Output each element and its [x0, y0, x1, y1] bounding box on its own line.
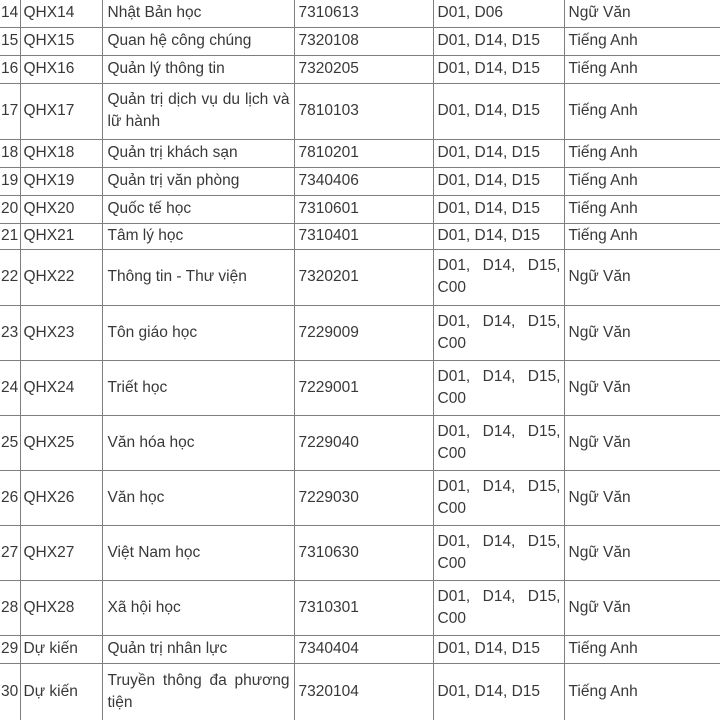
cell-subject: Tiếng Anh — [564, 195, 720, 223]
cell-major-code: 7310401 — [294, 223, 433, 249]
cell-code: QHX26 — [20, 470, 102, 525]
cell-code: QHX23 — [20, 305, 102, 360]
cell-major-code: 7229009 — [294, 305, 433, 360]
cell-combinations: D01, D14, D15 — [433, 195, 564, 223]
cell-major-code: 7320108 — [294, 27, 433, 55]
cell-subject: Tiếng Anh — [564, 223, 720, 249]
cell-name: Xã hội học — [102, 580, 294, 635]
cell-code: Dự kiến — [20, 635, 102, 663]
cell-no: 20 — [0, 195, 20, 223]
cell-combinations: D01, D14, D15 — [433, 139, 564, 167]
cell-major-code: 7810103 — [294, 83, 433, 139]
cell-subject: Tiếng Anh — [564, 635, 720, 663]
cell-code: QHX14 — [20, 0, 102, 27]
cell-name: Quản trị nhân lực — [102, 635, 294, 663]
cell-major-code: 7320104 — [294, 663, 433, 720]
cell-no: 17 — [0, 83, 20, 139]
cell-major-code: 7340404 — [294, 635, 433, 663]
cell-code: QHX20 — [20, 195, 102, 223]
cell-combinations: D01, D14, D15 — [433, 27, 564, 55]
cell-major-code: 7340406 — [294, 167, 433, 195]
cell-name: Văn hóa học — [102, 415, 294, 470]
table-row — [0, 139, 720, 167]
cell-combinations: D01, D14, D15, C00 — [433, 249, 564, 305]
cell-code: QHX21 — [20, 223, 102, 249]
cell-major-code: 7810201 — [294, 139, 433, 167]
cell-major-code: 7310630 — [294, 525, 433, 580]
table-row — [0, 663, 720, 720]
cell-major-code: 7320205 — [294, 55, 433, 83]
cell-code: QHX16 — [20, 55, 102, 83]
cell-code: QHX27 — [20, 525, 102, 580]
cell-no: 24 — [0, 360, 20, 415]
cell-no: 30 — [0, 663, 20, 720]
cell-subject: Tiếng Anh — [564, 663, 720, 720]
cell-no: 14 — [0, 0, 20, 27]
cell-combinations: D01, D14, D15 — [433, 635, 564, 663]
cell-name: Truyền thông đa phương tiện — [102, 663, 294, 720]
cell-subject: Ngữ Văn — [564, 360, 720, 415]
table-row — [0, 580, 720, 635]
table-row — [0, 83, 720, 139]
cell-subject: Tiếng Anh — [564, 83, 720, 139]
cell-combinations: D01, D14, D15 — [433, 83, 564, 139]
cell-combinations: D01, D14, D15, C00 — [433, 415, 564, 470]
cell-name: Quản lý thông tin — [102, 55, 294, 83]
table-row — [0, 55, 720, 83]
cell-name: Tâm lý học — [102, 223, 294, 249]
cell-subject: Ngữ Văn — [564, 470, 720, 525]
cell-no: 25 — [0, 415, 20, 470]
cell-major-code: 7229040 — [294, 415, 433, 470]
cell-name: Tôn giáo học — [102, 305, 294, 360]
cell-major-code: 7229030 — [294, 470, 433, 525]
cell-subject: Ngữ Văn — [564, 580, 720, 635]
cell-name: Triết học — [102, 360, 294, 415]
cell-name: Việt Nam học — [102, 525, 294, 580]
cell-subject: Ngữ Văn — [564, 249, 720, 305]
table-row — [0, 27, 720, 55]
cell-subject: Ngữ Văn — [564, 0, 720, 27]
cell-code: QHX25 — [20, 415, 102, 470]
cell-name: Quản trị dịch vụ du lịch và lữ hành — [102, 83, 294, 139]
cell-combinations: D01, D14, D15 — [433, 663, 564, 720]
cell-no: 22 — [0, 249, 20, 305]
cell-combinations: D01, D14, D15, C00 — [433, 360, 564, 415]
cell-subject: Tiếng Anh — [564, 55, 720, 83]
cell-subject: Ngữ Văn — [564, 525, 720, 580]
cell-no: 23 — [0, 305, 20, 360]
cell-combinations: D01, D14, D15 — [433, 167, 564, 195]
cell-subject: Ngữ Văn — [564, 415, 720, 470]
cell-subject: Ngữ Văn — [564, 305, 720, 360]
cell-combinations: D01, D14, D15, C00 — [433, 580, 564, 635]
cell-code: Dự kiến — [20, 663, 102, 720]
table-row — [0, 470, 720, 525]
cell-name: Quản trị văn phòng — [102, 167, 294, 195]
cell-no: 27 — [0, 525, 20, 580]
cell-subject: Tiếng Anh — [564, 139, 720, 167]
cell-no: 26 — [0, 470, 20, 525]
cell-code: QHX17 — [20, 83, 102, 139]
cell-combinations: D01, D14, D15, C00 — [433, 525, 564, 580]
cell-code: QHX18 — [20, 139, 102, 167]
cell-major-code: 7320201 — [294, 249, 433, 305]
cell-major-code: 7229001 — [294, 360, 433, 415]
cell-combinations: D01, D06 — [433, 0, 564, 27]
table-row — [0, 0, 720, 27]
cell-no: 28 — [0, 580, 20, 635]
cell-name: Nhật Bản học — [102, 0, 294, 27]
table-row — [0, 249, 720, 305]
table-row — [0, 415, 720, 470]
cell-major-code: 7310601 — [294, 195, 433, 223]
cell-code: QHX24 — [20, 360, 102, 415]
cell-name: Thông tin - Thư viện — [102, 249, 294, 305]
cell-no: 29 — [0, 635, 20, 663]
table-row — [0, 305, 720, 360]
table-row — [0, 525, 720, 580]
table-row — [0, 223, 720, 249]
cell-subject: Tiếng Anh — [564, 27, 720, 55]
cell-name: Quản trị khách sạn — [102, 139, 294, 167]
table-row — [0, 167, 720, 195]
cell-combinations: D01, D14, D15 — [433, 55, 564, 83]
table-row — [0, 195, 720, 223]
table-row — [0, 635, 720, 663]
cell-no: 15 — [0, 27, 20, 55]
table-row — [0, 360, 720, 415]
cell-subject: Tiếng Anh — [564, 167, 720, 195]
cell-code: QHX28 — [20, 580, 102, 635]
cell-name: Quan hệ công chúng — [102, 27, 294, 55]
cell-no: 21 — [0, 223, 20, 249]
cell-major-code: 7310613 — [294, 0, 433, 27]
cell-combinations: D01, D14, D15, C00 — [433, 470, 564, 525]
cell-code: QHX22 — [20, 249, 102, 305]
cell-no: 16 — [0, 55, 20, 83]
cell-combinations: D01, D14, D15, C00 — [433, 305, 564, 360]
cell-combinations: D01, D14, D15 — [433, 223, 564, 249]
cell-code: QHX15 — [20, 27, 102, 55]
cell-major-code: 7310301 — [294, 580, 433, 635]
cell-code: QHX19 — [20, 167, 102, 195]
cell-no: 19 — [0, 167, 20, 195]
cell-no: 18 — [0, 139, 20, 167]
cell-name: Quốc tế học — [102, 195, 294, 223]
cell-name: Văn học — [102, 470, 294, 525]
